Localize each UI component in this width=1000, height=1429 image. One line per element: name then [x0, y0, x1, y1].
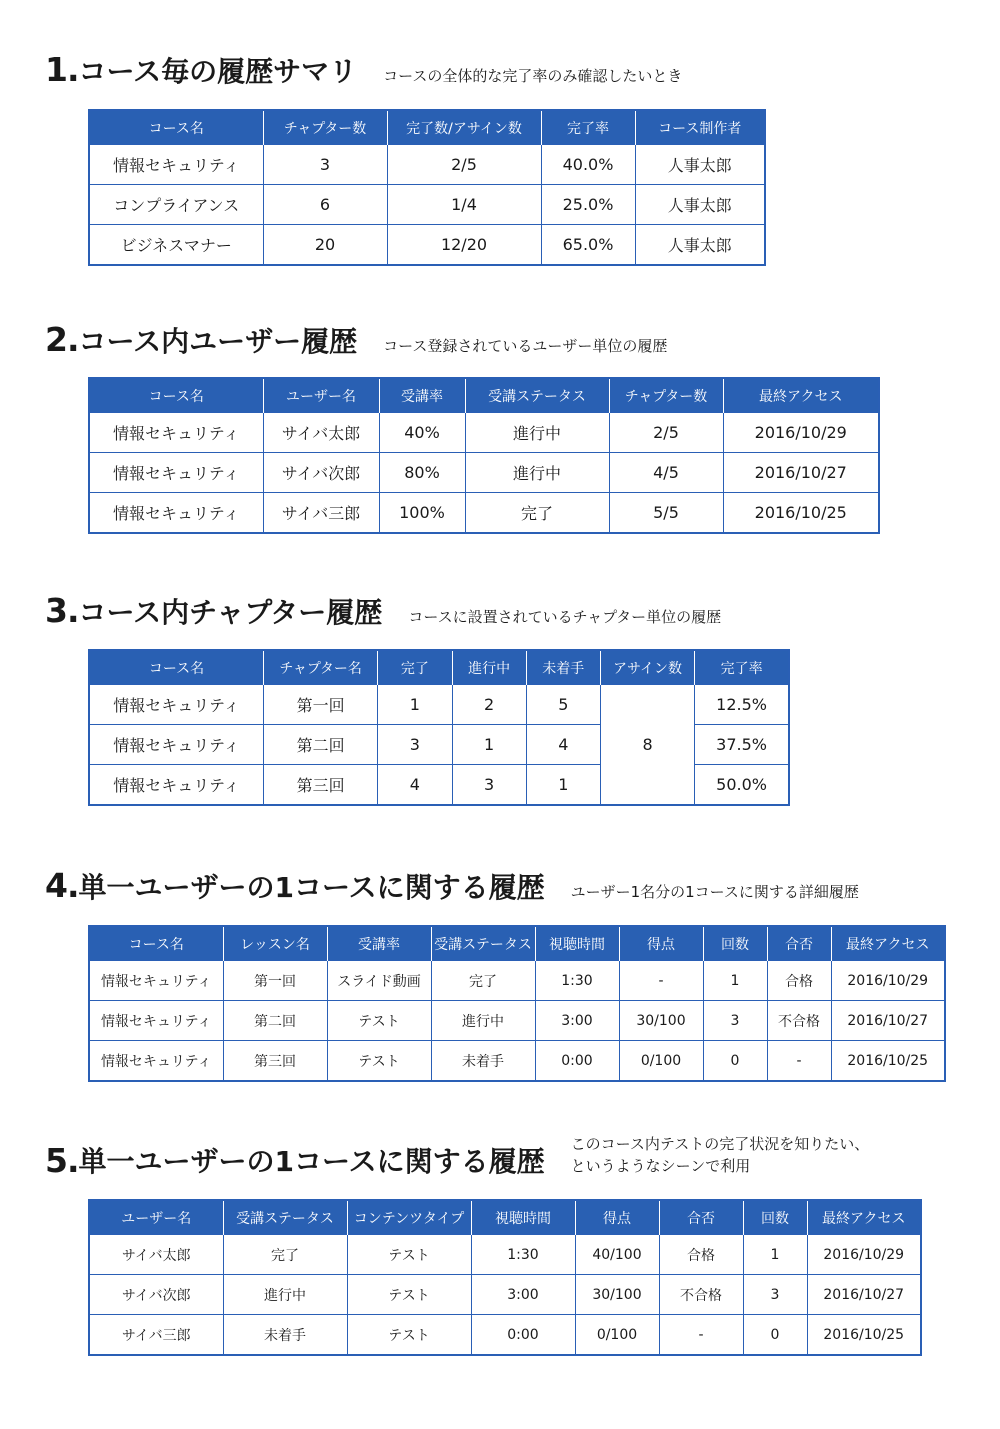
section-title: 単一ユーザーの1コースに関する履歴 [78, 1145, 545, 1178]
table-cell: 30/100 [575, 1275, 659, 1315]
table-cell: 情報セキュリティ [89, 493, 263, 534]
table-cell: 12.5% [695, 685, 789, 725]
table-cell: 3 [452, 765, 526, 806]
table-header-row [89, 378, 879, 413]
table-cell: 完了 [465, 493, 609, 534]
table-cell: テスト [327, 1001, 431, 1041]
table-cell: 65.0% [541, 225, 635, 266]
table-row [89, 413, 879, 453]
table-cell: 1:30 [471, 1235, 575, 1275]
table-cell: 合格 [767, 961, 831, 1001]
table-cell: 情報セキュリティ [89, 453, 263, 493]
section-number: 5. [45, 1140, 79, 1180]
table-cell: 2016/10/29 [831, 961, 945, 1001]
table-cell: 未着手 [223, 1315, 347, 1356]
table-cell: テスト [327, 1041, 431, 1082]
section-number: 3. [45, 591, 79, 630]
table-cell: 5 [526, 685, 600, 725]
column-header: 受講率 [379, 378, 465, 413]
table-cell: 0:00 [535, 1041, 619, 1082]
table-cell: 12/20 [387, 225, 541, 266]
section-title: コース毎の履歴サマリ [78, 55, 358, 88]
section-description [571, 1133, 870, 1177]
section-5-heading [45, 1135, 870, 1180]
table-cell: 1 [743, 1235, 807, 1275]
table-row [89, 185, 765, 225]
course-user-history-table [88, 377, 880, 534]
table-header-row [89, 1200, 921, 1235]
table-cell: 3:00 [471, 1275, 575, 1315]
table-cell: 2016/10/27 [807, 1275, 921, 1315]
table-cell: 合格 [659, 1235, 743, 1275]
table-cell: 50.0% [695, 765, 789, 806]
section-1-heading [45, 50, 682, 90]
section-title: コース内チャプター履歴 [78, 596, 383, 629]
table-cell: 1 [452, 725, 526, 765]
column-header: 完了数/アサイン数 [387, 110, 541, 145]
table-cell: 37.5% [695, 725, 789, 765]
table-cell: 完了 [431, 961, 535, 1001]
table-cell: 4/5 [609, 453, 723, 493]
table-cell: 30/100 [619, 1001, 703, 1041]
course-chapter-history-table [88, 649, 790, 806]
table-cell: 5/5 [609, 493, 723, 534]
column-header: チャプター数 [263, 110, 387, 145]
description-line: というようなシーンで利用 [570, 1157, 751, 1175]
table-cell: 40/100 [575, 1235, 659, 1275]
table-cell: 未着手 [431, 1041, 535, 1082]
table-cell: 第二回 [223, 1001, 327, 1041]
section-number: 4. [45, 866, 79, 905]
table-row [89, 453, 879, 493]
table-cell: 3 [743, 1275, 807, 1315]
column-header: コンテンツタイプ [347, 1200, 471, 1235]
table-cell: 2/5 [387, 145, 541, 185]
table-cell: 2016/10/27 [723, 453, 879, 493]
table-cell: 進行中 [465, 413, 609, 453]
section-4-heading [45, 866, 859, 906]
column-header: アサイン数 [600, 650, 694, 685]
table-cell: テスト [347, 1235, 471, 1275]
table-cell: 0:00 [471, 1315, 575, 1356]
table-cell: 1 [378, 685, 452, 725]
column-header: 未着手 [526, 650, 600, 685]
single-user-course-history-table [88, 925, 946, 1082]
table-row [89, 1235, 921, 1275]
table-cell: 情報セキュリティ [89, 145, 263, 185]
table-cell: 0/100 [575, 1315, 659, 1356]
description-line: このコース内テストの完了状況を知りたい、 [570, 1135, 870, 1153]
table-row [89, 145, 765, 185]
table-cell: 25.0% [541, 185, 635, 225]
column-header: 最終アクセス [807, 1200, 921, 1235]
table-cell: 0 [703, 1041, 767, 1082]
column-header: 回数 [743, 1200, 807, 1235]
table-cell: - [619, 961, 703, 1001]
table-cell: 2/5 [609, 413, 723, 453]
table-cell: 4 [526, 725, 600, 765]
table-cell: 4 [378, 765, 452, 806]
table-cell: 人事太郎 [635, 145, 765, 185]
section-2-heading [45, 320, 667, 360]
table-cell: 2016/10/25 [807, 1315, 921, 1356]
section-description: コース登録されているユーザー単位の履歴 [383, 337, 668, 355]
section-number: 1. [45, 50, 79, 89]
table-cell: 情報セキュリティ [89, 685, 263, 725]
column-header: 受講ステータス [465, 378, 609, 413]
table-cell: 100% [379, 493, 465, 534]
column-header: レッスン名 [223, 926, 327, 961]
column-header: コース名 [89, 110, 263, 145]
table-cell: 0/100 [619, 1041, 703, 1082]
table-cell: 情報セキュリティ [89, 1001, 223, 1041]
table-cell: 不合格 [767, 1001, 831, 1041]
table-cell: 20 [263, 225, 387, 266]
table-cell: 1:30 [535, 961, 619, 1001]
table-cell: サイバ三郎 [263, 493, 379, 534]
table-header-row [89, 926, 945, 961]
table-row [89, 961, 945, 1001]
table-cell: 3 [703, 1001, 767, 1041]
table-cell: 3 [378, 725, 452, 765]
table-cell: 情報セキュリティ [89, 1041, 223, 1082]
table-cell: テスト [347, 1315, 471, 1356]
table-cell: サイバ太郎 [89, 1235, 223, 1275]
table-cell: 完了 [223, 1235, 347, 1275]
column-header: コース名 [89, 378, 263, 413]
column-header: 得点 [619, 926, 703, 961]
table-cell: 人事太郎 [635, 185, 765, 225]
section-title: 単一ユーザーの1コースに関する履歴 [78, 871, 545, 904]
table-cell: 80% [379, 453, 465, 493]
course-test-status-table [88, 1199, 922, 1356]
table-cell: 人事太郎 [635, 225, 765, 266]
table-cell: 40% [379, 413, 465, 453]
table-cell: 第三回 [223, 1041, 327, 1082]
column-header: コース制作者 [635, 110, 765, 145]
table-cell: 6 [263, 185, 387, 225]
column-header: コース名 [89, 926, 223, 961]
column-header: チャプター数 [609, 378, 723, 413]
table-cell: ビジネスマナー [89, 225, 263, 266]
section-description: ユーザー1名分の1コースに関する詳細履歴 [570, 883, 859, 901]
column-header: 視聴時間 [535, 926, 619, 961]
table-cell: 進行中 [431, 1001, 535, 1041]
table-cell: テスト [347, 1275, 471, 1315]
column-header: ユーザー名 [89, 1200, 223, 1235]
column-header: 合否 [659, 1200, 743, 1235]
column-header: 進行中 [452, 650, 526, 685]
table-row [89, 1041, 945, 1082]
column-header: 完了率 [541, 110, 635, 145]
assign-count-cell: 8 [600, 685, 694, 806]
table-cell: 情報セキュリティ [89, 413, 263, 453]
table-cell: 1 [526, 765, 600, 806]
column-header: 受講ステータス [431, 926, 535, 961]
table-cell: 2016/10/25 [723, 493, 879, 534]
column-header: 視聴時間 [471, 1200, 575, 1235]
column-header: 完了率 [695, 650, 789, 685]
table-row [89, 225, 765, 266]
table-row [89, 1001, 945, 1041]
table-cell: - [659, 1315, 743, 1356]
column-header: ユーザー名 [263, 378, 379, 413]
table-cell: 情報セキュリティ [89, 725, 263, 765]
course-summary-table [88, 109, 766, 266]
table-cell: 第三回 [263, 765, 377, 806]
table-cell: - [767, 1041, 831, 1082]
table-header-row [89, 110, 765, 145]
table-row [89, 685, 789, 725]
section-description: コースの全体的な完了率のみ確認したいとき [383, 67, 683, 85]
column-header: 最終アクセス [831, 926, 945, 961]
table-cell: 進行中 [465, 453, 609, 493]
column-header: 合否 [767, 926, 831, 961]
column-header: 最終アクセス [723, 378, 879, 413]
table-cell: 2016/10/27 [831, 1001, 945, 1041]
table-cell: サイバ太郎 [263, 413, 379, 453]
table-cell: 情報セキュリティ [89, 765, 263, 806]
table-cell: サイバ次郎 [263, 453, 379, 493]
table-cell: サイバ次郎 [89, 1275, 223, 1315]
table-cell: サイバ三郎 [89, 1315, 223, 1356]
table-cell: 3:00 [535, 1001, 619, 1041]
column-header: コース名 [89, 650, 263, 685]
column-header: 完了 [378, 650, 452, 685]
table-row [89, 1275, 921, 1315]
table-cell: 2016/10/29 [723, 413, 879, 453]
column-header: 回数 [703, 926, 767, 961]
section-3-heading [45, 591, 721, 631]
column-header: チャプター名 [263, 650, 377, 685]
table-cell: 2016/10/25 [831, 1041, 945, 1082]
table-cell: スライド動画 [327, 961, 431, 1001]
table-cell: 2016/10/29 [807, 1235, 921, 1275]
table-row [89, 493, 879, 534]
table-cell: 情報セキュリティ [89, 961, 223, 1001]
table-cell: 不合格 [659, 1275, 743, 1315]
section-title: コース内ユーザー履歴 [78, 325, 358, 358]
table-cell: 第一回 [263, 685, 377, 725]
table-header-row [89, 650, 789, 685]
table-row [89, 1315, 921, 1356]
column-header: 得点 [575, 1200, 659, 1235]
column-header: 受講ステータス [223, 1200, 347, 1235]
table-cell: 3 [263, 145, 387, 185]
table-cell: 1/4 [387, 185, 541, 225]
table-cell: 第二回 [263, 725, 377, 765]
table-cell: 40.0% [541, 145, 635, 185]
section-description: コースに設置されているチャプター単位の履歴 [408, 608, 722, 626]
table-cell: 進行中 [223, 1275, 347, 1315]
table-cell: 2 [452, 685, 526, 725]
table-cell: 0 [743, 1315, 807, 1356]
table-cell: コンプライアンス [89, 185, 263, 225]
table-cell: 第一回 [223, 961, 327, 1001]
section-number: 2. [45, 320, 79, 359]
column-header: 受講率 [327, 926, 431, 961]
table-cell: 1 [703, 961, 767, 1001]
